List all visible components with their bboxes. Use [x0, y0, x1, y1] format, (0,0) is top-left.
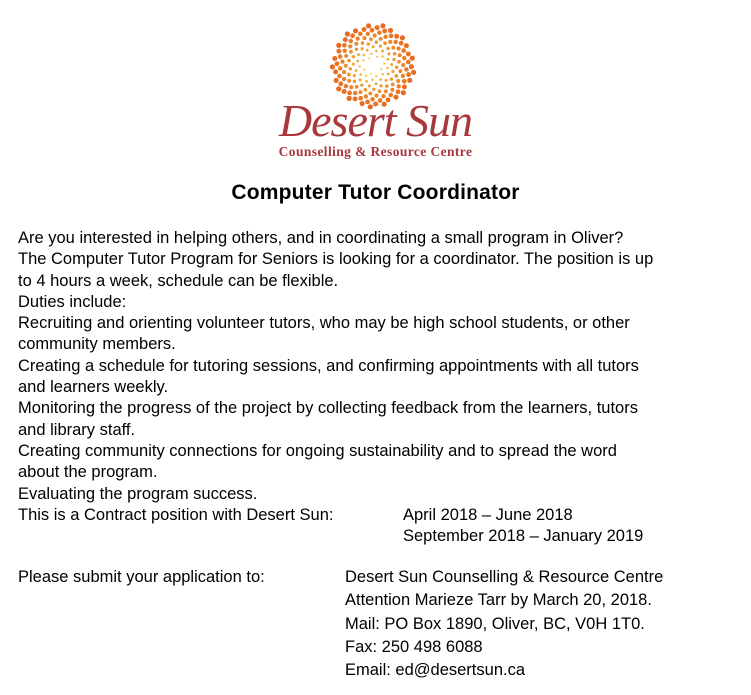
body-line: Recruiting and orienting volunteer tutors, who may be high school students, or other [18, 314, 630, 333]
contract-line-2 [18, 526, 751, 547]
contact-line: Attention Marieze Tarr by March 20, 2018. [345, 591, 652, 610]
body-line: Monitoring the progress of the project by collecting feedback from the learners, tutors [18, 399, 638, 418]
body-line: Are you interested in helping others, and in coordinating a small program in Oliver? [18, 229, 624, 247]
body-line: and library staff. [18, 420, 136, 439]
body-line: and learners weekly. [18, 378, 169, 397]
body-line: Creating a schedule for tutoring sessions, and confirming appointments with all tutors [18, 356, 639, 375]
contact-block [345, 566, 663, 682]
body-line: community members. [18, 335, 176, 354]
page-title: Computer Tutor Coordinator [231, 181, 520, 204]
contact-line: Desert Sun Counselling & Resource Centre [345, 568, 664, 586]
contract-line [18, 505, 751, 526]
contract-date-1: April 2018 – June 2018 [403, 505, 573, 524]
body-line: The Computer Tutor Program for Seniors is looking for a coordinator. The position is up [18, 250, 654, 269]
contact-line: Email: ed@desertsun.ca [345, 661, 526, 680]
contract-date-2: September 2018 – January 2019 [403, 527, 644, 546]
body-line: Duties include: [18, 292, 127, 311]
submit-label: Please submit your application to: [18, 568, 265, 586]
brand-name: Desert Sun [278, 95, 473, 146]
body-line: to 4 hours a week, schedule can be flexible. [18, 271, 339, 290]
contract-label: This is a Contract position with Desert Sun: [18, 505, 334, 524]
body-text [18, 228, 751, 547]
contact-line: Mail: PO Box 1890, Oliver, BC, V0H 1T0. [345, 614, 645, 633]
body-line: Evaluating the program success. [18, 484, 258, 503]
contact-line: Fax: 250 498 6088 [345, 637, 483, 656]
body-lines [18, 228, 751, 505]
body-line: Creating community connections for ongoing sustainability and to spread the word [18, 441, 617, 460]
brand-tagline: Counselling & Resource Centre [278, 144, 473, 159]
body-line: about the program. [18, 463, 158, 482]
